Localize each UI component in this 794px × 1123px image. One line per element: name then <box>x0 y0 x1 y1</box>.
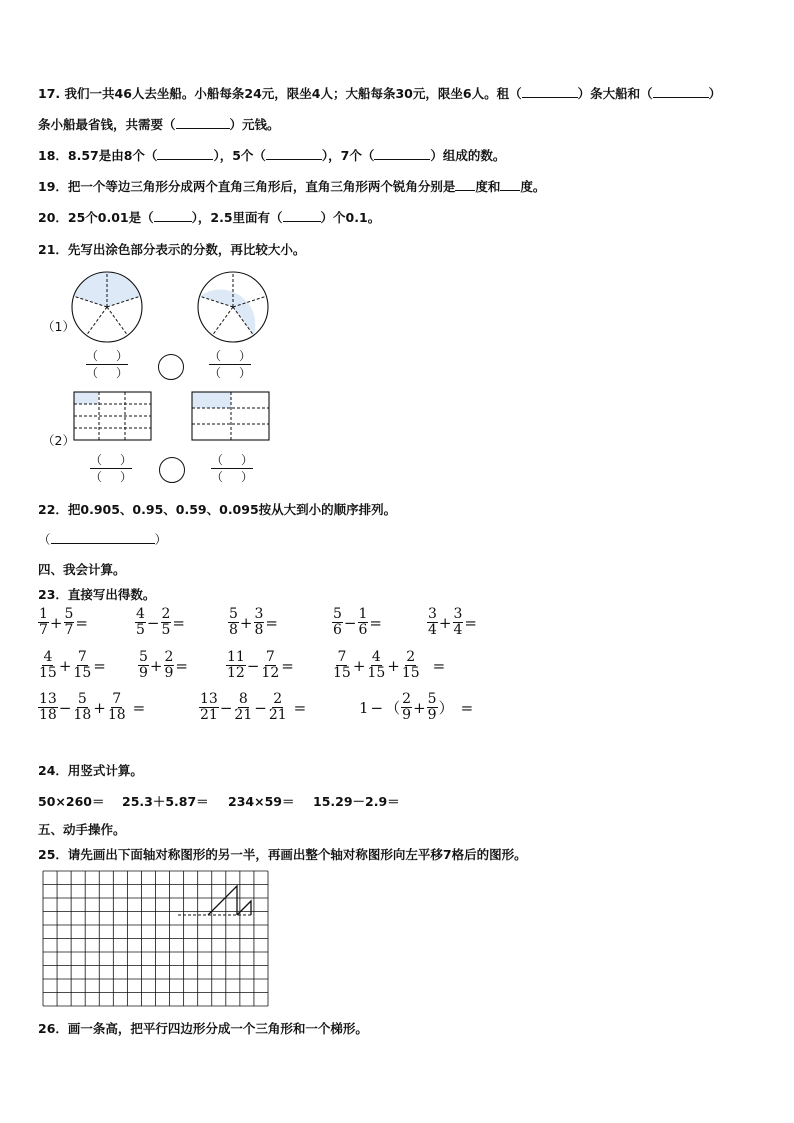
answer-blank[interactable] <box>653 86 709 98</box>
q22-answer[interactable]: （ ） <box>38 532 168 547</box>
q24-item: 25.3＋5.87＝ <box>122 794 209 809</box>
expr-r1-3: $\frac{5}{8}$ + $\frac{3}{8}$ = <box>229 606 278 638</box>
answer-blank[interactable] <box>500 179 520 191</box>
pie-circle-left <box>70 270 150 344</box>
expr-r1-1: $\frac{1}{7}$ + $\frac{5}{7}$ = <box>39 606 88 638</box>
expr-r3-1: $\frac{13}{18}$ − $\frac{5}{18}$ + $\frac{7}{18}$ = <box>39 691 146 723</box>
fraction: $\frac{5}{6}$ <box>333 606 342 638</box>
q22-title: 22．把0.905、0.95、0.59、0.095按从大到小的顺序排列。 <box>38 502 397 517</box>
answer-blank[interactable] <box>283 210 321 222</box>
q24-item: 50×260＝ <box>38 794 105 809</box>
rect-grid-right <box>191 391 273 443</box>
expr-r2-4: $\frac{7}{15}$ + $\frac{4}{15}$ + $\frac{2}{15}$ = <box>333 649 446 681</box>
fraction: $\frac{7}{12}$ <box>261 649 280 681</box>
expr-r1-5: $\frac{3}{4}$ + $\frac{3}{4}$ = <box>428 606 477 638</box>
fraction: $\frac{13}{18}$ <box>39 691 57 723</box>
answer-blank[interactable] <box>266 148 322 160</box>
fraction: $\frac{3}{4}$ <box>453 606 463 638</box>
section-4-heading: 四、我会计算。 <box>38 562 126 577</box>
fraction: $\frac{4}{15}$ <box>367 649 386 681</box>
section-5-heading: 五、动手操作。 <box>38 822 126 837</box>
q20: 20．25个0.01是（ ），2.5里面有（ ）个0.1。 <box>38 210 381 225</box>
expr-r1-2: $\frac{4}{5}$ − $\frac{2}{5}$ = <box>136 606 185 638</box>
expr-r1-4: $\frac{5}{6}$ − $\frac{1}{6}$ = <box>333 606 382 638</box>
expr-r3-2: $\frac{13}{21}$ − $\frac{8}{21}$ − $\frac{2}{21}$ = <box>200 691 307 723</box>
q21-label-1: （1） <box>42 319 75 334</box>
q19: 19．把一个等边三角形分成两个直角三角形后，直角三角形两个锐角分别是 度和 度。 <box>38 179 546 194</box>
fraction: $\frac{5}{8}$ <box>229 606 238 638</box>
fraction: $\frac{3}{8}$ <box>254 606 264 638</box>
fraction: $\frac{4}{15}$ <box>39 649 57 681</box>
q24-item: 234×59＝ <box>228 794 295 809</box>
fraction: $\frac{8}{21}$ <box>234 691 253 723</box>
pie-circle-right <box>196 270 276 344</box>
fraction: $\frac{2}{21}$ <box>268 691 287 723</box>
answer-blank[interactable] <box>374 148 430 160</box>
fraction: $\frac{5}{7}$ <box>64 606 74 638</box>
compare-circle[interactable] <box>159 457 185 483</box>
q25-title: 25．请先画出下面轴对称图形的另一半，再画出整个轴对称图形向左平移7格后的图形。 <box>38 847 527 862</box>
fraction: $\frac{2}{9}$ <box>164 649 174 681</box>
fraction: $\frac{1}{6}$ <box>358 606 368 638</box>
q24-title: 24．用竖式计算。 <box>38 763 143 778</box>
fraction: $\frac{13}{21}$ <box>200 691 218 723</box>
fraction: $\frac{4}{5}$ <box>136 606 145 638</box>
fraction-answer[interactable]: （ ） （ ） <box>90 453 133 484</box>
expr-r2-1: $\frac{4}{15}$ + $\frac{7}{15}$ = <box>39 649 106 681</box>
fraction: $\frac{3}{4}$ <box>428 606 437 638</box>
fraction: $\frac{7}{18}$ <box>107 691 126 723</box>
fraction: $\frac{7}{15}$ <box>333 649 351 681</box>
q21-label-2: （2） <box>42 433 75 448</box>
compare-circle[interactable] <box>158 354 184 380</box>
answer-blank[interactable] <box>522 86 578 98</box>
q17-line1: 17. 我们一共46人去坐船。小船每条24元，限坐4人；大船每条30元，限坐6人。租（ ）条大船和（ ） <box>38 86 722 101</box>
fraction-answer[interactable]: （ ） （ ） <box>209 349 252 380</box>
answer-blank[interactable] <box>455 179 475 191</box>
answer-blank[interactable] <box>157 148 213 160</box>
fraction: $\frac{11}{12}$ <box>227 649 245 681</box>
fraction: $\frac{7}{15}$ <box>73 649 92 681</box>
fraction: $\frac{2}{15}$ <box>401 649 420 681</box>
fraction-answer[interactable]: （ ） （ ） <box>211 453 254 484</box>
drawing-grid[interactable] <box>42 870 270 1009</box>
fraction: $\frac{5}{9}$ <box>139 649 148 681</box>
q21-title: 21．先写出涂色部分表示的分数，再比较大小。 <box>38 242 306 257</box>
fraction: $\frac{2}{9}$ <box>402 691 412 723</box>
q18: 18．8.57是由8个（ ），5个（ ），7个（ ）组成的数。 <box>38 148 506 163</box>
fraction: $\frac{5}{9}$ <box>427 691 437 723</box>
fraction: $\frac{1}{7}$ <box>39 606 48 638</box>
q24-item: 15.29－2.9＝ <box>313 794 400 809</box>
fraction: $\frac{5}{18}$ <box>73 691 92 723</box>
expr-r2-3: $\frac{11}{12}$ − $\frac{7}{12}$ = <box>227 649 294 681</box>
fraction: $\frac{2}{5}$ <box>161 606 171 638</box>
q26-title: 26．画一条高，把平行四边形分成一个三角形和一个梯形。 <box>38 1021 368 1036</box>
rect-grid-left <box>73 391 155 443</box>
answer-blank[interactable] <box>154 210 192 222</box>
answer-blank[interactable] <box>176 117 230 129</box>
fraction-answer[interactable]: （ ） （ ） <box>86 349 129 380</box>
expr-r2-2: $\frac{5}{9}$ + $\frac{2}{9}$ = <box>139 649 188 681</box>
q17-line2: 条小船最省钱，共需要（ ）元钱。 <box>38 117 280 132</box>
q23-title: 23．直接写出得数。 <box>38 587 156 602</box>
expr-r3-3: 1 − （ $\frac{2}{9}$ + $\frac{5}{9}$ ） = <box>359 691 474 723</box>
